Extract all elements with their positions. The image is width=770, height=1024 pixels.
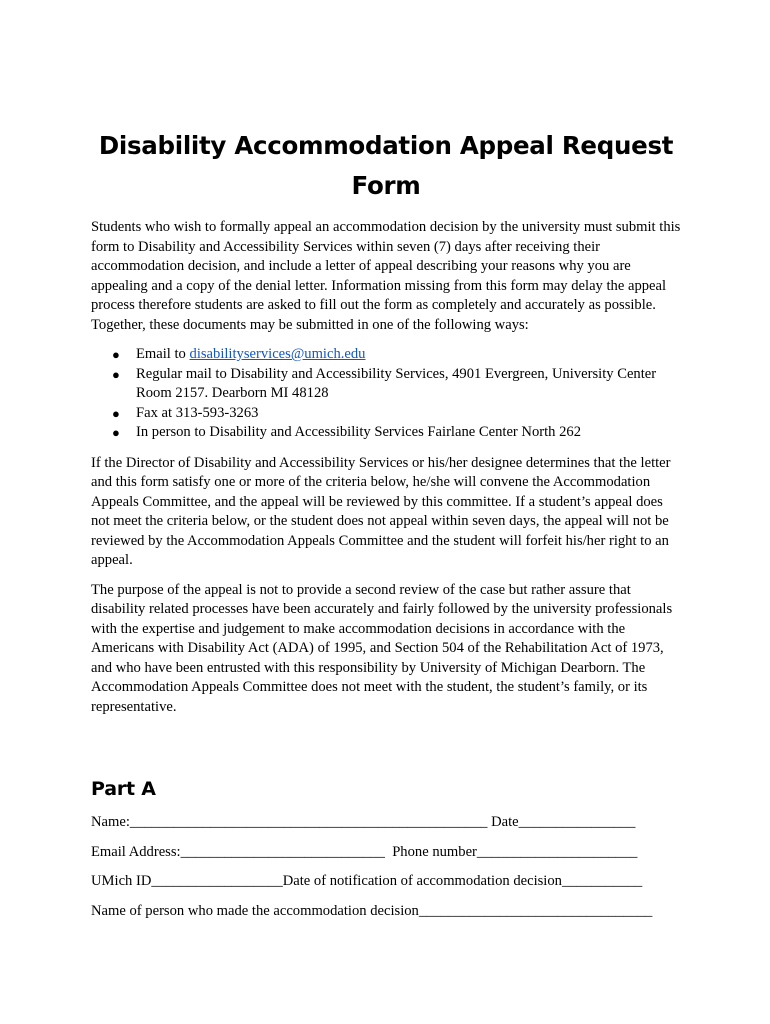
bullet-icon: ● — [112, 425, 120, 440]
purpose-paragraph: The purpose of the appeal is not to provide a second review of the case but rather assure that disability related processes have been accurately and fairly followed by the university professionals with the expertise and judgement to make accommodation decisions in accordance with the Americans with Disability Act (ADA) of 1995, and Section 504 of the Rehabilitation Act of 1973, and who have been entrusted with this responsibility by University of Michigan Dearborn. The Accommodation Appeals Committee does not meet with the student, the student’s family, or its representative. — [91, 581, 673, 715]
list-item-fax — [112, 404, 681, 424]
list-item-mail — [112, 365, 681, 404]
submission-methods-list — [91, 345, 681, 443]
form-title — [91, 126, 681, 206]
intro-paragraph: Students who wish to formally appeal an accommodation decision by the university must submit this form to Disability and Accessibility Services within seven (7) days after receiving their accommodation decision, and include a letter of appeal describing your reasons why you are appealing and a copy of the denial letter. Information missing from this form may delay the appeal process therefore students are asked to fill out the form as completely and accurately as possible. Together, these documents may be submitted in one of the following ways: — [91, 219, 681, 333]
bullet-icon: ● — [112, 347, 120, 362]
bullet-icon: ● — [112, 405, 120, 421]
bullet-icon: ● — [112, 366, 120, 382]
fax-text: Fax at 313-593-3263 — [136, 404, 259, 421]
email-prefix: Email to — [136, 346, 190, 362]
name-date-field-line[interactable]: Name:_________________________________________________ Date________________ — [91, 814, 636, 830]
email-phone-field-line[interactable]: Email Address:____________________________ Phone number______________________ — [91, 843, 638, 860]
mail-text: Regular mail to Disability and Accessibility Services, 4901 Evergreen, University Center Room 2157. Dearborn MI 48128 — [136, 365, 657, 401]
form-page — [91, 0, 681, 921]
umich-id-notification-field-line[interactable]: UMich ID__________________Date of notification of accommodation decision___________ — [91, 873, 643, 889]
form-title-line-1: Disability Accommodation Appeal Request — [98, 131, 674, 160]
part-a-heading: Part A — [91, 778, 156, 800]
email-link[interactable]: disabilityservices@umich.edu — [189, 346, 366, 362]
decision-maker-field-line[interactable]: Name of person who made the accommodation decision________________________________ — [91, 902, 653, 919]
list-item-in-person — [112, 423, 681, 443]
form-title-line-2: Form — [351, 171, 421, 200]
in-person-text: In person to Disability and Accessibility Services Fairlane Center North 262 — [136, 424, 582, 440]
list-item-email — [112, 345, 681, 365]
criteria-paragraph: If the Director of Disability and Accessibility Services or his/her designee determines that the letter and this form satisfy one or more of the criteria below, he/she will convene the Accommodation Appeals Committee, and the appeal will be reviewed by this committee. If a student’s appeal does not meet the criteria below, or the student does not appeal within seven days, the appeal will not be reviewed by the Accommodation Appeals Committee and the student will forfeit his/her right to an appeal. — [91, 454, 671, 568]
